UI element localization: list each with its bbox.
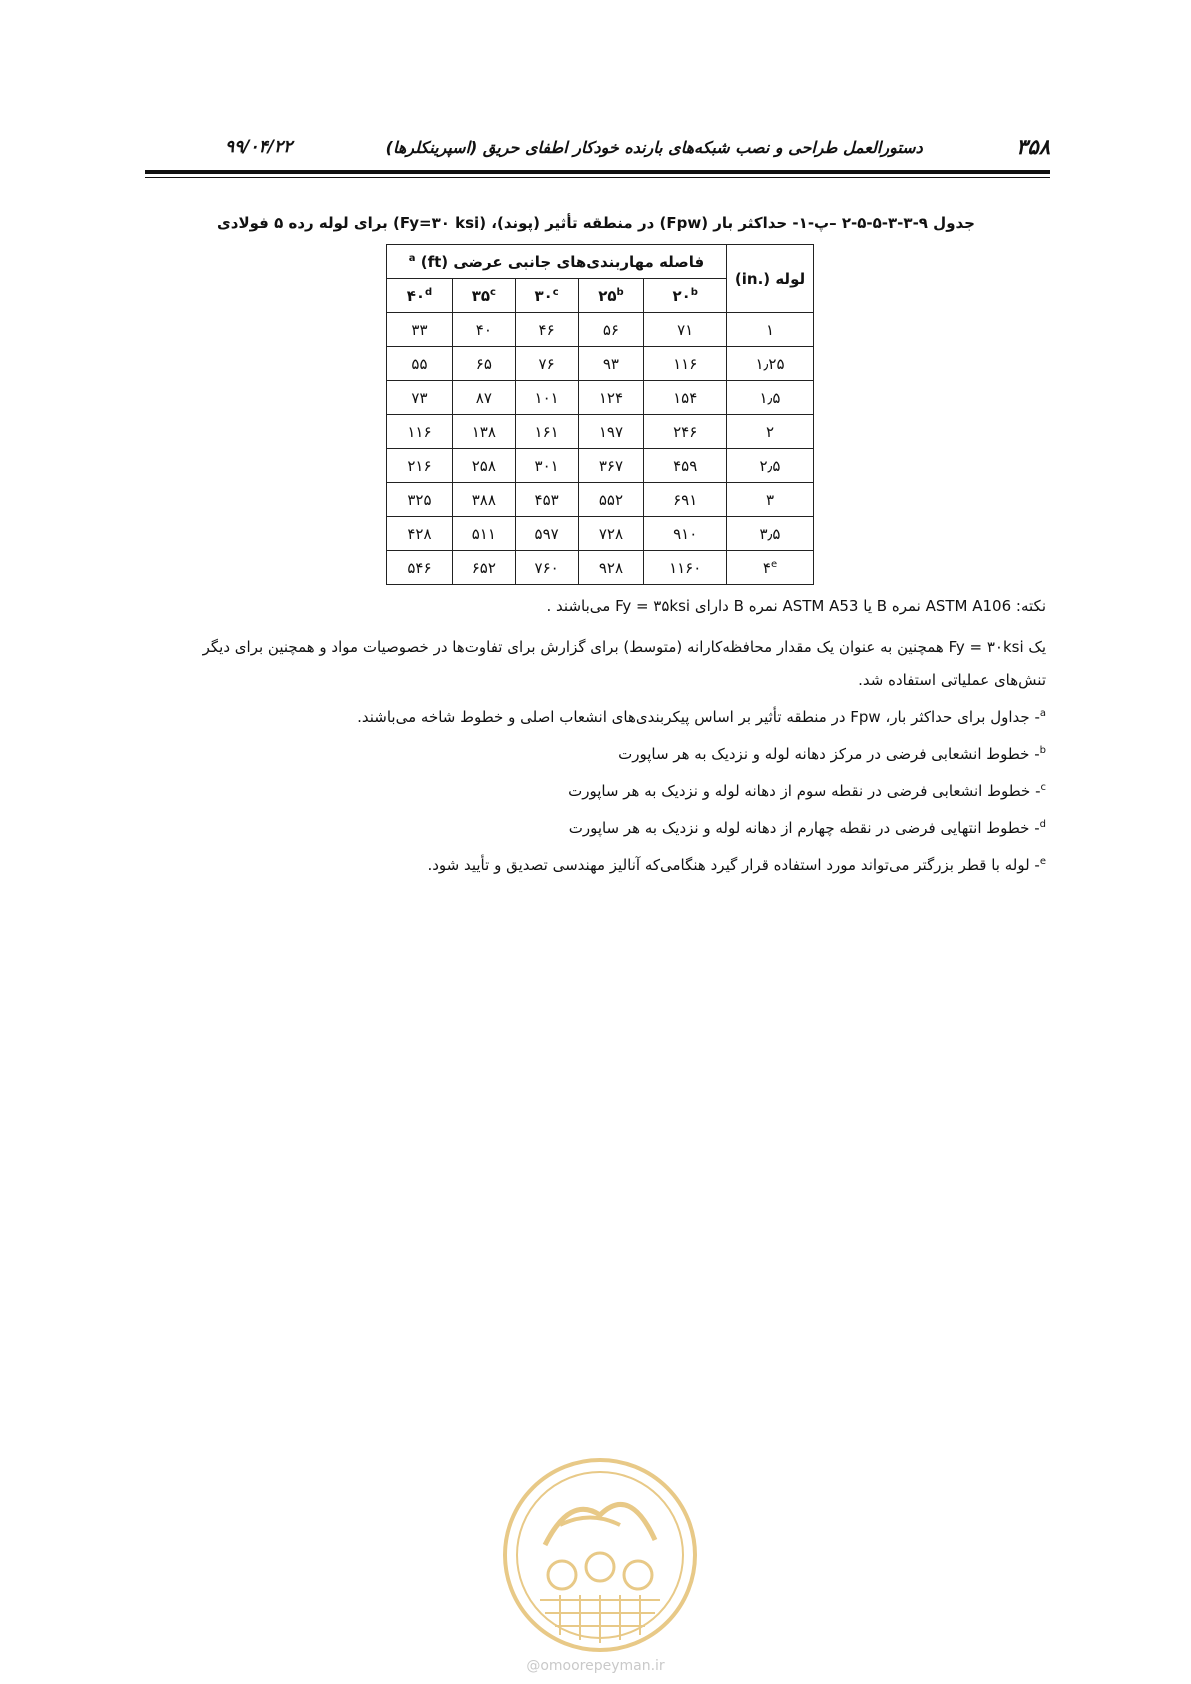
footnote (160, 808, 1046, 845)
table-row (387, 483, 814, 517)
footnote-text: - خطوط انشعابی فرضی در نقطه سوم از دهانه لوله و نزدیک به هر ساپورت (568, 782, 1041, 800)
watermark-site: @omoorepeyman.ir (526, 1658, 665, 1674)
page-header (145, 132, 1050, 162)
pipe-size-sup: e (770, 558, 778, 570)
column-header (452, 279, 515, 313)
pipe-size-value: ۴ (762, 558, 771, 577)
column-header-label: ۳۰ (534, 286, 553, 305)
load-value-cell: ۵۹۷ (515, 517, 578, 551)
footnotes-list (160, 697, 1046, 882)
load-value-cell: ۵۶ (578, 313, 644, 347)
table-row (387, 449, 814, 483)
table-row (387, 381, 814, 415)
table-row (387, 551, 814, 585)
load-value-cell: ۱۱۶۰ (644, 551, 727, 585)
load-value-cell: ۱۲۴ (578, 381, 644, 415)
document-date: ۹۹/۰۴/۲۲ (225, 137, 293, 157)
load-value-cell: ۶۹۱ (644, 483, 727, 517)
load-value-cell: ۴۰ (452, 313, 515, 347)
load-value-cell: ۱۱۶ (387, 415, 453, 449)
header-rule-thin (145, 177, 1050, 178)
table-body (387, 313, 814, 585)
load-value-cell: ۵۵۲ (578, 483, 644, 517)
load-value-cell: ۴۵۳ (515, 483, 578, 517)
pipe-size-header: لوله (.in) (727, 245, 814, 313)
load-table (386, 244, 814, 585)
document-title: دستورالعمل طراحی و نصب شبکه‌های بارنده خودکار اطفای حریق (اسپرینکلرها) (385, 137, 923, 157)
footnote (160, 697, 1046, 734)
load-value-cell: ۳۳ (387, 313, 453, 347)
pipe-size-cell (727, 381, 814, 415)
load-value-cell: ۶۵ (452, 347, 515, 381)
column-header (387, 279, 453, 313)
pipe-size-cell (727, 517, 814, 551)
load-value-cell: ۵۵ (387, 347, 453, 381)
note-paragraph: یک Fy = ۳۰ksi همچنین به عنوان یک مقدار محافظه‌کارانه (متوسط) برای گزارش برای تفاوت‌ها در خصوصیات مواد و همچنین برای دیگر تنش‌های عملیاتی استفاده شد. (202, 638, 1046, 689)
pipe-size-value: ۳٫۵ (759, 524, 781, 543)
table-row (387, 517, 814, 551)
table-row (387, 347, 814, 381)
column-header (515, 279, 578, 313)
pipe-size-cell (727, 449, 814, 483)
load-value-cell: ۲۵۸ (452, 449, 515, 483)
load-value-cell: ۴۶ (515, 313, 578, 347)
pipe-size-cell (727, 483, 814, 517)
column-header-label: ۲۵ (598, 286, 617, 305)
load-value-cell: ۴۲۸ (387, 517, 453, 551)
page-number: ۳۵۸ (1016, 135, 1050, 159)
load-value-cell: ۱۱۶ (644, 347, 727, 381)
pipe-size-value: ۱٫۵ (759, 388, 781, 407)
load-value-cell: ۲۴۶ (644, 415, 727, 449)
footnote-mark: b (1039, 745, 1046, 756)
load-value-cell: ۱۶۱ (515, 415, 578, 449)
load-value-cell: ۳۸۸ (452, 483, 515, 517)
table-row (387, 313, 814, 347)
load-value-cell: ۳۰۱ (515, 449, 578, 483)
footnote-text: - خطوط انشعابی فرضی در مرکز دهانه لوله و نزدیک به هر ساپورت (618, 745, 1040, 763)
pipe-size-value: ۲ (765, 422, 775, 441)
load-value-cell: ۷۶۰ (515, 551, 578, 585)
footnote-mark: e (1039, 856, 1046, 867)
column-header-sup: c (490, 286, 496, 298)
footnote-text: - خطوط انتهایی فرضی در نقطه چهارم از دهانه لوله و نزدیک به هر ساپورت (568, 819, 1040, 837)
footnote-text: - لوله با قطر بزرگتر می‌تواند مورد استفاده قرار گیرد هنگامی‌که آنالیز مهندسی تصدیق و تأیید شود. (427, 856, 1040, 874)
load-value-cell: ۹۲۸ (578, 551, 644, 585)
note-line: نکته: ASTM A106 نمره B یا ASTM A53 نمره B دارای Fy = ۳۵ksi می‌باشند . (546, 597, 1046, 615)
column-header (578, 279, 644, 313)
footnote (160, 734, 1046, 771)
load-value-cell: ۵۱۱ (452, 517, 515, 551)
load-value-cell: ۷۲۸ (578, 517, 644, 551)
notes-section (160, 590, 1046, 882)
footnote-text: - جداول برای حداکثر بار، Fpw در منطقه تأثیر بر اساس پیکربندی‌های انشعاب اصلی و خطوط شاخه می‌باشند. (357, 708, 1040, 726)
load-value-cell: ۳۲۵ (387, 483, 453, 517)
pipe-size-value: ۱٫۲۵ (755, 354, 785, 373)
column-header-label: ۴۰ (406, 286, 426, 305)
load-value-cell: ۱۵۴ (644, 381, 727, 415)
bracing-spacing-header (387, 245, 727, 279)
column-header-label: ۲۰ (672, 286, 691, 305)
footnote (160, 771, 1046, 808)
bracing-spacing-label: فاصله مهاربندی‌های جانبی عرضی (ft) (420, 252, 705, 271)
load-value-cell: ۹۱۰ (644, 517, 727, 551)
load-value-cell: ۷۶ (515, 347, 578, 381)
footnote-mark: d (1039, 819, 1046, 830)
column-header-sup: c (552, 286, 559, 298)
column-header-sup: d (425, 286, 433, 298)
stamp-logo (500, 1455, 700, 1655)
footnote-mark: a (1039, 708, 1046, 719)
load-value-cell: ۱۳۸ (452, 415, 515, 449)
table-header-row (387, 245, 814, 279)
footnote-mark: c (1040, 782, 1046, 793)
load-value-cell: ۷۳ (387, 381, 453, 415)
table-caption: جدول ۹-۳-۳-۵-۵-۲ –پ-۱- حداکثر بار (Fpw) در منطقه تأثیر (پوند)، (Fy=۳۰ ksi) برای لوله رده ۵ فولادی (217, 214, 975, 232)
column-header-sup: b (690, 286, 698, 298)
load-value-cell: ۸۷ (452, 381, 515, 415)
load-value-cell: ۹۳ (578, 347, 644, 381)
load-value-cell: ۴۵۹ (644, 449, 727, 483)
load-value-cell: ۲۱۶ (387, 449, 453, 483)
load-value-cell: ۳۶۷ (578, 449, 644, 483)
footnote (160, 845, 1046, 882)
load-value-cell: ۷۱ (644, 313, 727, 347)
pipe-size-cell (727, 313, 814, 347)
load-value-cell: ۱۰۱ (515, 381, 578, 415)
pipe-size-value: ۲٫۵ (759, 456, 781, 475)
table-row (387, 415, 814, 449)
pipe-size-cell (727, 415, 814, 449)
load-value-cell: ۵۴۶ (387, 551, 453, 585)
load-value-cell: ۱۹۷ (578, 415, 644, 449)
bracing-spacing-sup: a (408, 252, 416, 264)
header-rule-thick (145, 170, 1050, 174)
pipe-size-value: ۳ (765, 490, 775, 509)
pipe-size-cell (727, 551, 814, 585)
column-header-label: ۳۵ (471, 286, 491, 305)
pipe-size-value: ۱ (765, 320, 775, 339)
load-value-cell: ۶۵۲ (452, 551, 515, 585)
pipe-size-cell (727, 347, 814, 381)
column-header-sup: b (616, 286, 624, 298)
column-header (644, 279, 727, 313)
